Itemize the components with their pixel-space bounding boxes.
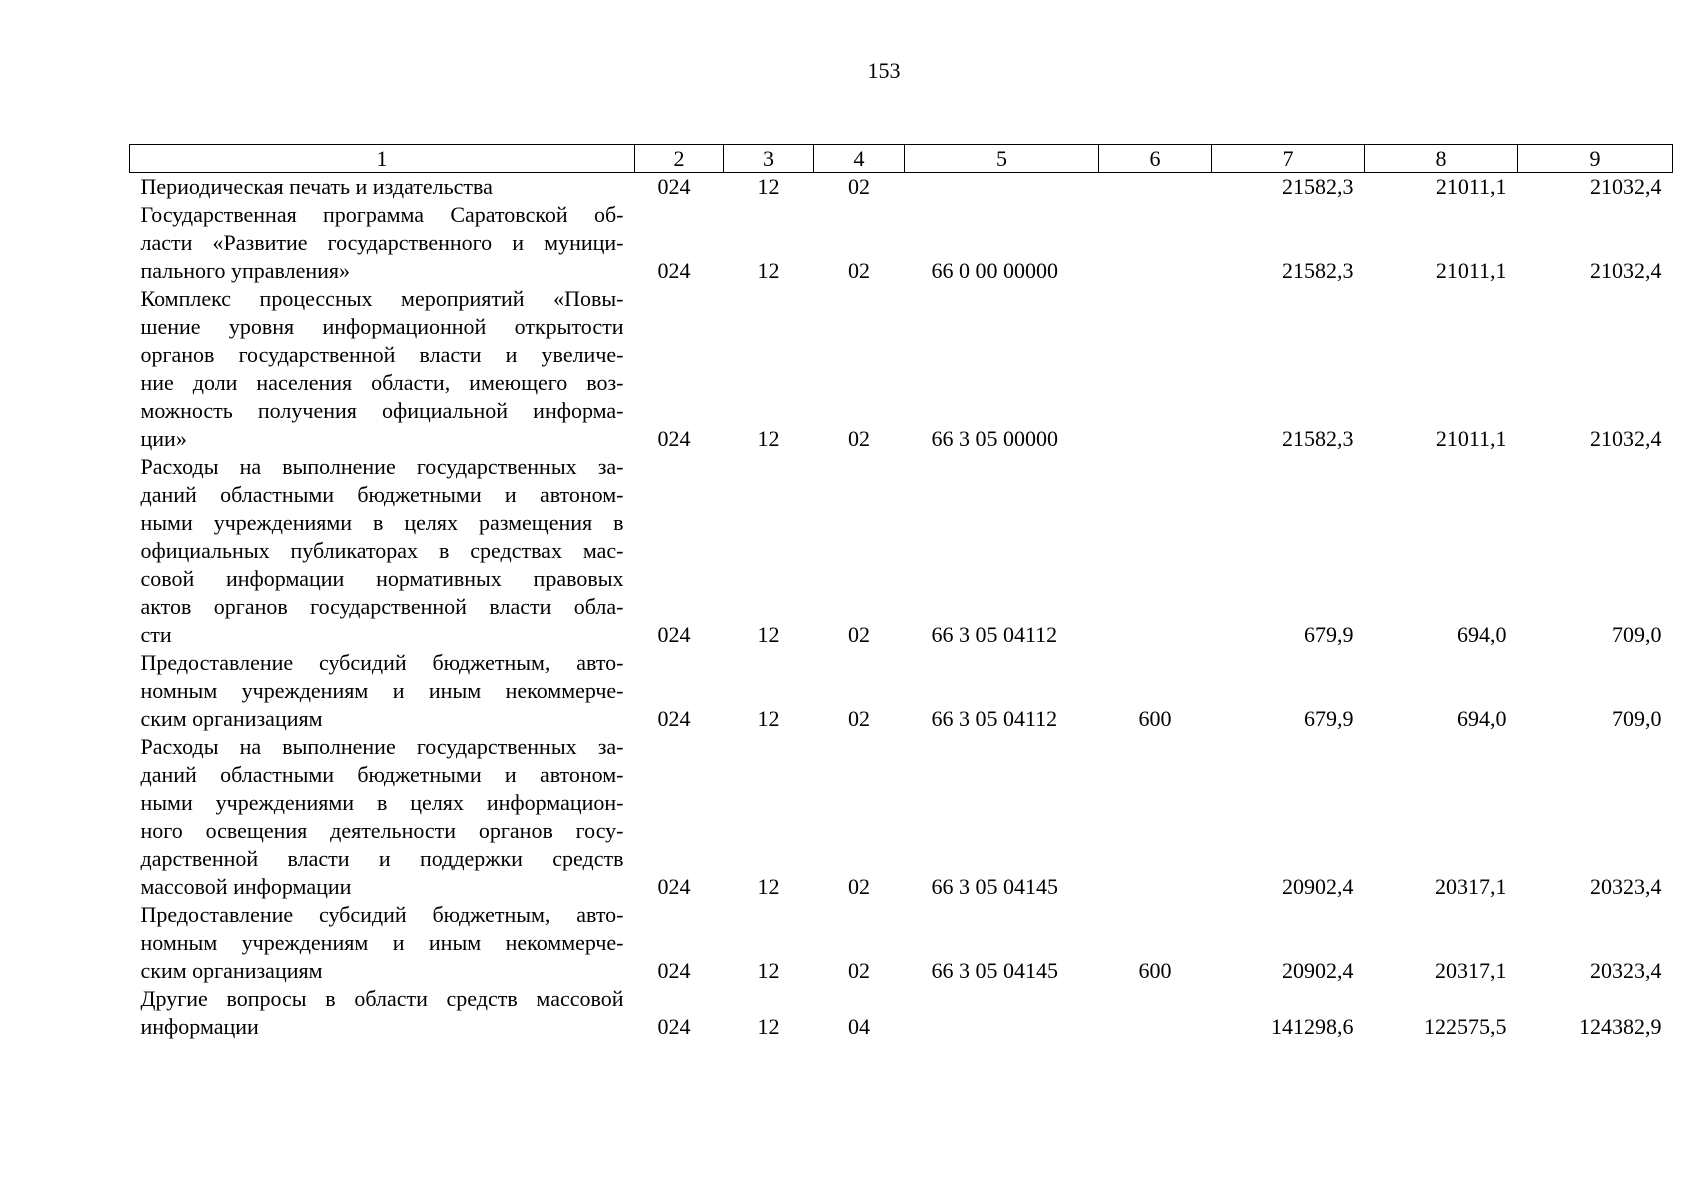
amount-year3-cell: 20323,4	[1590, 874, 1662, 899]
table-row	[130, 285, 1673, 453]
header-col-7: 7	[1212, 145, 1365, 173]
amount-year2-cell: 694,0	[1457, 622, 1507, 647]
header-row	[130, 145, 1673, 173]
row-name-cell	[130, 733, 635, 901]
section-code-cell: 12	[757, 622, 780, 647]
row-name-line: Периодическая печать и издательства	[140, 174, 493, 199]
expense-type-cell	[1099, 453, 1212, 649]
table-row	[130, 985, 1673, 1041]
amount-year1-cell: 21582,3	[1282, 174, 1354, 199]
amount-year2-cell: 20317,1	[1435, 874, 1507, 899]
row-name-cell	[130, 649, 635, 733]
expense-type-cell	[1099, 733, 1212, 901]
row-name-line: пального управления»	[140, 258, 351, 283]
row-name-line: даний областными бюджетными и автоном-	[140, 762, 624, 787]
table-row	[130, 173, 1673, 202]
amount-year2-cell: 21011,1	[1435, 426, 1507, 451]
row-name-line: Комплекс процессных мероприятий «Повы-	[140, 286, 624, 311]
row-name-line: ласти «Развитие государственного и муници-	[140, 230, 624, 255]
header-col-4: 4	[814, 145, 905, 173]
expense-type-cell: 600	[1138, 706, 1172, 731]
amount-year2-cell: 21011,1	[1435, 258, 1507, 283]
row-name-line: Расходы на выполнение государственных за-	[140, 734, 624, 759]
expense-type-cell	[1099, 173, 1212, 202]
row-name-line: ние доли населения области, имеющего воз-	[140, 370, 624, 395]
table-row	[130, 453, 1673, 649]
amount-year2-cell: 21011,1	[1435, 174, 1507, 199]
row-name-line: ными учреждениями в целях размещения в	[140, 510, 624, 535]
amount-year3-cell: 124382,9	[1579, 1014, 1662, 1039]
ministry-code-cell: 024	[657, 1014, 691, 1039]
row-name-line: шение уровня информационной открытости	[140, 314, 624, 339]
row-name-line: ским организациям	[140, 958, 323, 983]
row-name-line: органов государственной власти и увеличе-	[140, 342, 624, 367]
section-code-cell: 12	[757, 258, 780, 283]
row-name-line: информации	[140, 1014, 259, 1039]
amount-year1-cell: 20902,4	[1282, 874, 1354, 899]
row-name-line: ским организациям	[140, 706, 323, 731]
section-code-cell: 12	[757, 174, 780, 199]
header-col-5: 5	[905, 145, 1099, 173]
budget-table	[129, 144, 1673, 1041]
target-article-cell: 66 3 05 00000	[931, 426, 1058, 451]
table-row	[130, 649, 1673, 733]
section-code-cell: 12	[757, 1014, 780, 1039]
table-row	[130, 733, 1673, 901]
table-row	[130, 901, 1673, 985]
expense-type-cell: 600	[1138, 958, 1172, 983]
amount-year1-cell: 21582,3	[1282, 258, 1354, 283]
row-name-line: дарственной власти и поддержки средств	[140, 846, 624, 871]
amount-year2-cell: 20317,1	[1435, 958, 1507, 983]
ministry-code-cell: 024	[657, 258, 691, 283]
row-name-line: официальных публикаторах в средствах мас-	[140, 538, 624, 563]
row-name-line: актов органов государственной власти обла-	[140, 594, 624, 619]
row-name-line: Предоставление субсидий бюджетным, авто-	[140, 902, 624, 927]
row-name-cell	[130, 173, 635, 202]
target-article-cell: 66 3 05 04145	[931, 958, 1058, 983]
amount-year1-cell: 679,9	[1304, 622, 1354, 647]
target-article-cell: 66 3 05 04145	[931, 874, 1058, 899]
row-name-line: даний областными бюджетными и автоном-	[140, 482, 624, 507]
ministry-code-cell: 024	[657, 706, 691, 731]
row-name-cell	[130, 201, 635, 285]
subsection-code-cell: 02	[848, 958, 870, 983]
ministry-code-cell: 024	[657, 622, 691, 647]
subsection-code-cell: 02	[848, 258, 870, 283]
amount-year1-cell: 21582,3	[1282, 426, 1354, 451]
header-col-8: 8	[1365, 145, 1518, 173]
amount-year2-cell: 694,0	[1457, 706, 1507, 731]
row-name-line: массовой информации	[140, 874, 352, 899]
target-article-cell: 66 3 05 04112	[931, 706, 1058, 731]
target-article-cell: 66 3 05 04112	[931, 622, 1058, 647]
row-name-line: Расходы на выполнение государственных за-	[140, 454, 624, 479]
table-row	[130, 201, 1673, 285]
subsection-code-cell: 04	[848, 1014, 870, 1039]
header-col-9: 9	[1518, 145, 1673, 173]
row-name-line: номным учреждениям и иным некоммерче-	[140, 678, 624, 703]
section-code-cell: 12	[757, 426, 780, 451]
amount-year3-cell: 20323,4	[1590, 958, 1662, 983]
target-article-cell	[905, 173, 1099, 202]
section-code-cell: 12	[757, 706, 780, 731]
row-name-line: можность получения официальной информа-	[140, 398, 624, 423]
row-name-line: ными учреждениями в целях информацион-	[140, 790, 624, 815]
page-number: 153	[867, 58, 901, 83]
ministry-code-cell: 024	[657, 958, 691, 983]
row-name-line: Государственная программа Саратовской об-	[140, 202, 624, 227]
table-body	[130, 173, 1673, 1042]
expense-type-cell	[1099, 285, 1212, 453]
amount-year2-cell: 122575,5	[1424, 1014, 1507, 1039]
expense-type-cell	[1099, 201, 1212, 285]
row-name-cell	[130, 285, 635, 453]
amount-year1-cell: 141298,6	[1271, 1014, 1354, 1039]
amount-year3-cell: 21032,4	[1590, 426, 1662, 451]
header-col-2: 2	[635, 145, 724, 173]
amount-year1-cell: 20902,4	[1282, 958, 1354, 983]
amount-year3-cell: 21032,4	[1590, 174, 1662, 199]
section-code-cell: 12	[757, 874, 780, 899]
header-col-1: 1	[130, 145, 635, 173]
ministry-code-cell: 024	[657, 426, 691, 451]
row-name-line: Предоставление субсидий бюджетным, авто-	[140, 650, 624, 675]
row-name-cell	[130, 453, 635, 649]
header-col-3: 3	[724, 145, 814, 173]
expense-type-cell	[1099, 985, 1212, 1041]
ministry-code-cell: 024	[657, 174, 691, 199]
header-col-6: 6	[1099, 145, 1212, 173]
row-name-line: Другие вопросы в области средств массовой	[140, 986, 624, 1011]
amount-year1-cell: 679,9	[1304, 706, 1354, 731]
amount-year3-cell: 709,0	[1612, 706, 1662, 731]
row-name-cell	[130, 985, 635, 1041]
row-name-line: номным учреждениям и иным некоммерче-	[140, 930, 624, 955]
section-code-cell: 12	[757, 958, 780, 983]
subsection-code-cell: 02	[848, 622, 870, 647]
subsection-code-cell: 02	[848, 174, 870, 199]
amount-year3-cell: 709,0	[1612, 622, 1662, 647]
row-name-line: совой информации нормативных правовых	[140, 566, 624, 591]
subsection-code-cell: 02	[848, 426, 870, 451]
amount-year3-cell: 21032,4	[1590, 258, 1662, 283]
row-name-cell	[130, 901, 635, 985]
subsection-code-cell: 02	[848, 874, 870, 899]
row-name-line: ного освещения деятельности органов госу-	[140, 818, 624, 843]
table-header	[130, 145, 1673, 173]
subsection-code-cell: 02	[848, 706, 870, 731]
ministry-code-cell: 024	[657, 874, 691, 899]
row-name-line: сти	[140, 622, 172, 647]
target-article-cell: 66 0 00 00000	[931, 258, 1058, 283]
target-article-cell	[905, 985, 1099, 1041]
row-name-line: ции»	[140, 426, 187, 451]
